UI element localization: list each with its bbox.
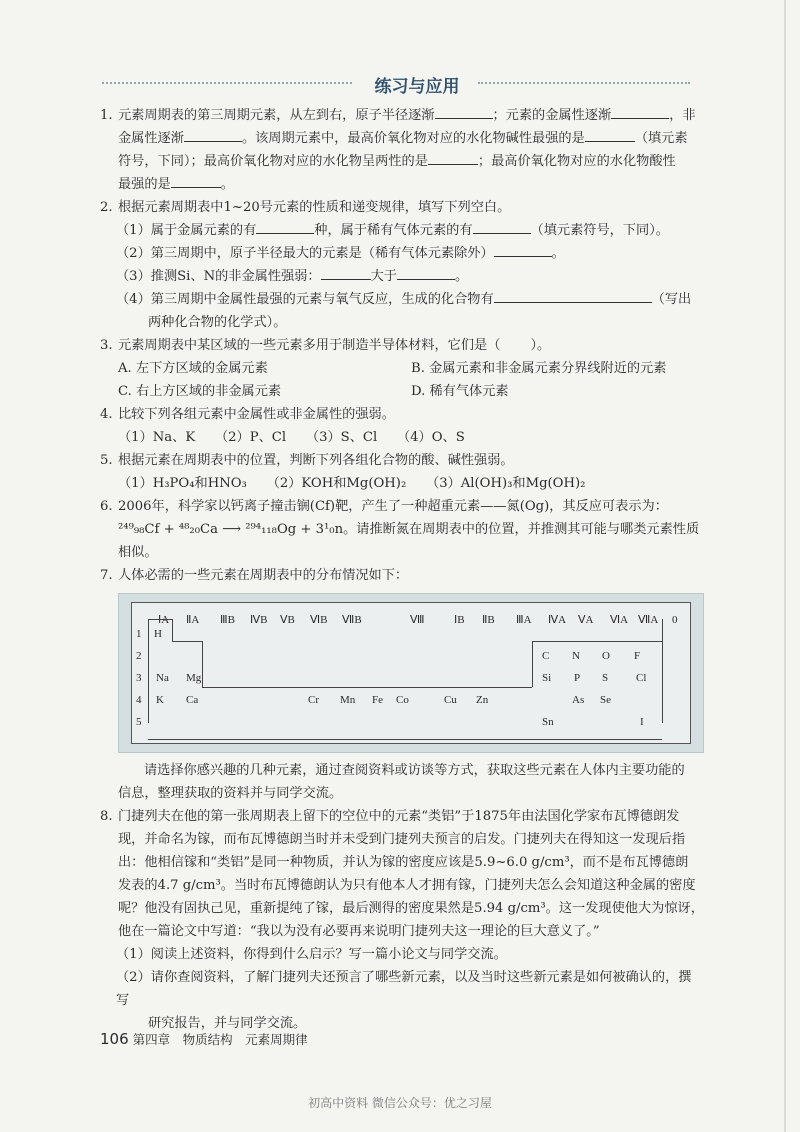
question-6 xyxy=(100,495,704,564)
table-outline xyxy=(662,619,663,723)
item: （2）KOH和Mg(OH)₂ xyxy=(273,476,407,491)
text: ；元素的金属性逐渐 xyxy=(492,108,612,123)
question-1 xyxy=(100,104,704,196)
item: （1）H₃PO₄和HNO₃ xyxy=(118,476,247,491)
text: 信息，整理获取的资料并与同学交流。 xyxy=(118,786,343,801)
element-symbol: Si xyxy=(542,672,552,684)
element-symbol: H xyxy=(154,628,162,640)
text: 发表的4.7 g/cm³。当时布瓦博德朗认为只有他本人才拥有镓，门捷列夫怎么会知道这种金属的密度 xyxy=(118,878,696,893)
period-label: 2 xyxy=(136,650,142,662)
section-header xyxy=(102,72,690,97)
element-symbol: Co xyxy=(396,694,409,706)
text: （填元素 xyxy=(634,131,688,146)
sub-question: （1）阅读上述资料，你得到什么启示？写一篇小论文与同学交流。 xyxy=(116,947,507,962)
table-outline xyxy=(148,739,662,740)
element-symbol: S xyxy=(602,672,609,684)
element-symbol: Sn xyxy=(542,716,554,728)
group-label: ⅡA xyxy=(186,614,200,626)
text: （1）属于金属元素的有 xyxy=(116,223,257,238)
question-number: 6. xyxy=(100,499,113,514)
answer-blank[interactable] xyxy=(397,265,455,280)
table-outline xyxy=(148,619,172,620)
nuclear-equation: ²⁴⁹₉₈Cf + ⁴⁸₂₀Ca ⟶ ²⁹⁴₁₁₈Og + 3¹₀n xyxy=(118,522,344,537)
answer-blank[interactable] xyxy=(171,173,221,188)
text: （3）推测Si、N的非金属性强弱： xyxy=(116,269,321,284)
text: 门捷列夫在他的第一张周期表上留下的空位中的元素“类铝”于1875年由法国化学家布瓦博德朗发 xyxy=(118,809,680,824)
option-d[interactable]: D. 稀有气体元素 xyxy=(411,384,509,399)
text: （4）第三周期中金属性最强的元素与氧气反应，生成的化合物有 xyxy=(116,292,494,307)
question-number: 3. xyxy=(100,338,113,353)
element-symbol: C xyxy=(542,650,550,662)
exercise-content xyxy=(100,104,704,1035)
group-label: ⅤA xyxy=(578,614,594,626)
element-symbol: N xyxy=(572,650,580,662)
answer-blank[interactable] xyxy=(585,127,635,142)
question-5 xyxy=(100,449,704,495)
question-4 xyxy=(100,403,704,449)
dotted-rule-left xyxy=(102,82,352,84)
sub-question: （2）请你查阅资料，了解门捷列夫还预言了哪些新元素，以及当时这些新元素是如何被确认的，撰写 xyxy=(116,970,692,1008)
table-outline xyxy=(172,619,173,641)
text: 符号，下同）；最高价氧化物对应的水化物呈两性的是 xyxy=(118,154,428,169)
group-label: ⅦB xyxy=(342,614,362,626)
element-symbol: Cr xyxy=(308,694,319,706)
group-label: ⅣB xyxy=(250,614,268,626)
table-outline xyxy=(148,619,149,723)
answer-blank[interactable] xyxy=(494,288,652,303)
text: 。 xyxy=(220,177,234,192)
group-label: ⅡB xyxy=(482,614,495,626)
option-c[interactable]: C. 右上方区域的非金属元素 xyxy=(118,384,282,399)
text: 2006年，科学家以钙离子撞击锎(Cf)靶，产生了一种超重元素——氮(Og)，其反应可表示为： xyxy=(118,499,668,514)
text: （写出 xyxy=(651,292,692,307)
text: 根据元素在周期表中的位置，判断下列各组化合物的酸、碱性强弱。 xyxy=(118,453,514,468)
group-label: ⅣA xyxy=(548,614,567,626)
text: 金属性逐渐 xyxy=(118,131,184,146)
answer-blank[interactable] xyxy=(428,150,478,165)
group-label: ⅤB xyxy=(280,614,295,626)
item: （3）Al(OH)₃和Mg(OH)₂ xyxy=(432,476,586,491)
answer-blank[interactable] xyxy=(321,265,371,280)
question-8 xyxy=(100,805,704,1035)
answer-blank[interactable] xyxy=(473,219,531,234)
element-symbol: P xyxy=(574,672,581,684)
text: 。请推断氮在周期表中的位置，并推测其可能与哪类元素性质相似。 xyxy=(118,522,700,560)
text: 请选择你感兴趣的几种元素，通过查阅资料或访谈等方式，获取这些元素在人体内主要功能的 xyxy=(144,763,685,778)
group-label: ⅢA xyxy=(516,614,532,626)
option-b[interactable]: B. 金属元素和非金属元素分界线附近的元素 xyxy=(411,361,667,376)
element-symbol: F xyxy=(634,650,641,662)
answer-blank[interactable] xyxy=(256,219,314,234)
page-edge xyxy=(784,0,786,1132)
text: 元素周期表的第三周期元素，从左到右，原子半径逐渐 xyxy=(118,108,435,123)
text: 呢？他没有固执己见，重新提纯了镓，最后测得的密度果然是5.94 g/cm³。这一发现使他大为惊讶， xyxy=(118,901,704,916)
text: 人体必需的一些元素在周期表中的分布情况如下： xyxy=(118,568,409,583)
text: ）。 xyxy=(530,338,551,353)
group-label: ⅦA xyxy=(638,614,659,626)
question-number: 7. xyxy=(100,568,113,583)
text: 他在一篇论文中写道：“我以为没有必要再来说明门捷列夫这一理论的巨大意义了。” xyxy=(118,924,600,939)
element-symbol: O xyxy=(602,650,610,662)
text: 。 xyxy=(455,269,469,284)
answer-blank[interactable] xyxy=(435,104,493,119)
element-symbol: Na xyxy=(156,672,169,684)
page-footer xyxy=(100,1030,308,1048)
dotted-rule-right xyxy=(478,82,690,84)
text: 种，属于稀有气体元素的有 xyxy=(314,223,473,238)
element-symbol: Cl xyxy=(636,672,647,684)
text: ；最高价氧化物对应的水化物酸性 xyxy=(477,154,676,169)
element-symbol: As xyxy=(572,694,585,706)
text: 大于 xyxy=(370,269,397,284)
text: 。 xyxy=(551,246,565,261)
text: 根据元素周期表中1~20号元素的性质和递变规律，填写下列空白。 xyxy=(118,200,511,215)
option-a[interactable]: A. 左下方区域的金属元素 xyxy=(118,361,268,376)
period-label: 1 xyxy=(136,628,142,640)
answer-blank[interactable] xyxy=(611,104,669,119)
element-symbol: K xyxy=(156,694,164,706)
table-outline xyxy=(172,641,202,642)
text: （填元素符号，下同）。 xyxy=(530,223,669,238)
group-label: 0 xyxy=(672,614,678,626)
element-symbol: Mg xyxy=(186,672,202,684)
group-label: ⅢB xyxy=(220,614,235,626)
periodic-table-frame xyxy=(131,602,691,744)
text: 最强的是 xyxy=(118,177,171,192)
text: 出：他相信镓和“类铝”是同一种物质，并认为镓的密度应该是5.9~6.0 g/cm³，而不是布瓦博德朗 xyxy=(118,855,689,870)
element-symbol: Zn xyxy=(476,694,489,706)
text: 。该周期元素中，最高价氧化物对应的水化物碱性最强的是 xyxy=(241,131,585,146)
watermark-credit: 初高中资料 微信公众号：优之习屋 xyxy=(308,1096,492,1110)
question-2 xyxy=(100,196,704,334)
periodic-table-figure xyxy=(118,593,704,753)
question-number: 5. xyxy=(100,453,113,468)
period-label: 5 xyxy=(136,716,142,728)
group-label: ⅠB xyxy=(454,614,465,626)
text: 元素周期表中某区域的一些元素多用于制造半导体材料，它们是（ xyxy=(118,338,501,353)
page-number: 106 xyxy=(100,1030,129,1048)
group-label: ⅥB xyxy=(310,614,328,626)
question-items: （1）Na、K （2）P、Cl （3）S、Cl （4）O、S xyxy=(118,430,465,445)
text: 比较下列各组元素中金属性或非金属性的强弱。 xyxy=(118,407,395,422)
element-symbol: Mn xyxy=(340,694,356,706)
element-symbol: Fe xyxy=(372,694,383,706)
text: （2）第三周期中，原子半径最大的元素是（稀有气体元素除外） xyxy=(116,246,494,261)
question-number: 4. xyxy=(100,407,113,422)
text: 现，并命名为镓，而布瓦博德朗当时并未受到门捷列夫预言的启发。门捷列夫在得知这一发现后指 xyxy=(118,832,686,847)
group-label: ⅠA xyxy=(158,614,170,626)
element-symbol: Se xyxy=(600,694,611,706)
text: 研究报告，并与同学交流。 xyxy=(148,1016,307,1031)
text: 两种化合物的化学式）。 xyxy=(148,315,287,330)
section-title: 练习与应用 xyxy=(374,77,460,97)
group-label: Ⅷ xyxy=(410,614,425,626)
element-symbol: I xyxy=(640,716,644,728)
table-outline xyxy=(532,641,533,687)
answer-blank[interactable] xyxy=(494,242,552,257)
table-outline xyxy=(202,641,203,687)
question-number: 8. xyxy=(100,809,113,824)
element-symbol: Cu xyxy=(444,694,457,706)
question-number: 2. xyxy=(100,200,113,215)
group-label: ⅥA xyxy=(610,614,629,626)
question-number: 1. xyxy=(100,108,113,123)
table-outline xyxy=(202,687,532,688)
question-7 xyxy=(100,564,704,805)
period-label: 4 xyxy=(136,694,142,706)
period-label: 3 xyxy=(136,672,142,684)
question-3 xyxy=(100,334,704,403)
element-symbol: Ca xyxy=(186,694,199,706)
answer-blank[interactable] xyxy=(184,127,242,142)
chapter-title: 第四章 物质结构 元素周期律 xyxy=(132,1032,308,1047)
table-outline xyxy=(532,641,662,642)
text: ，非 xyxy=(669,108,696,123)
